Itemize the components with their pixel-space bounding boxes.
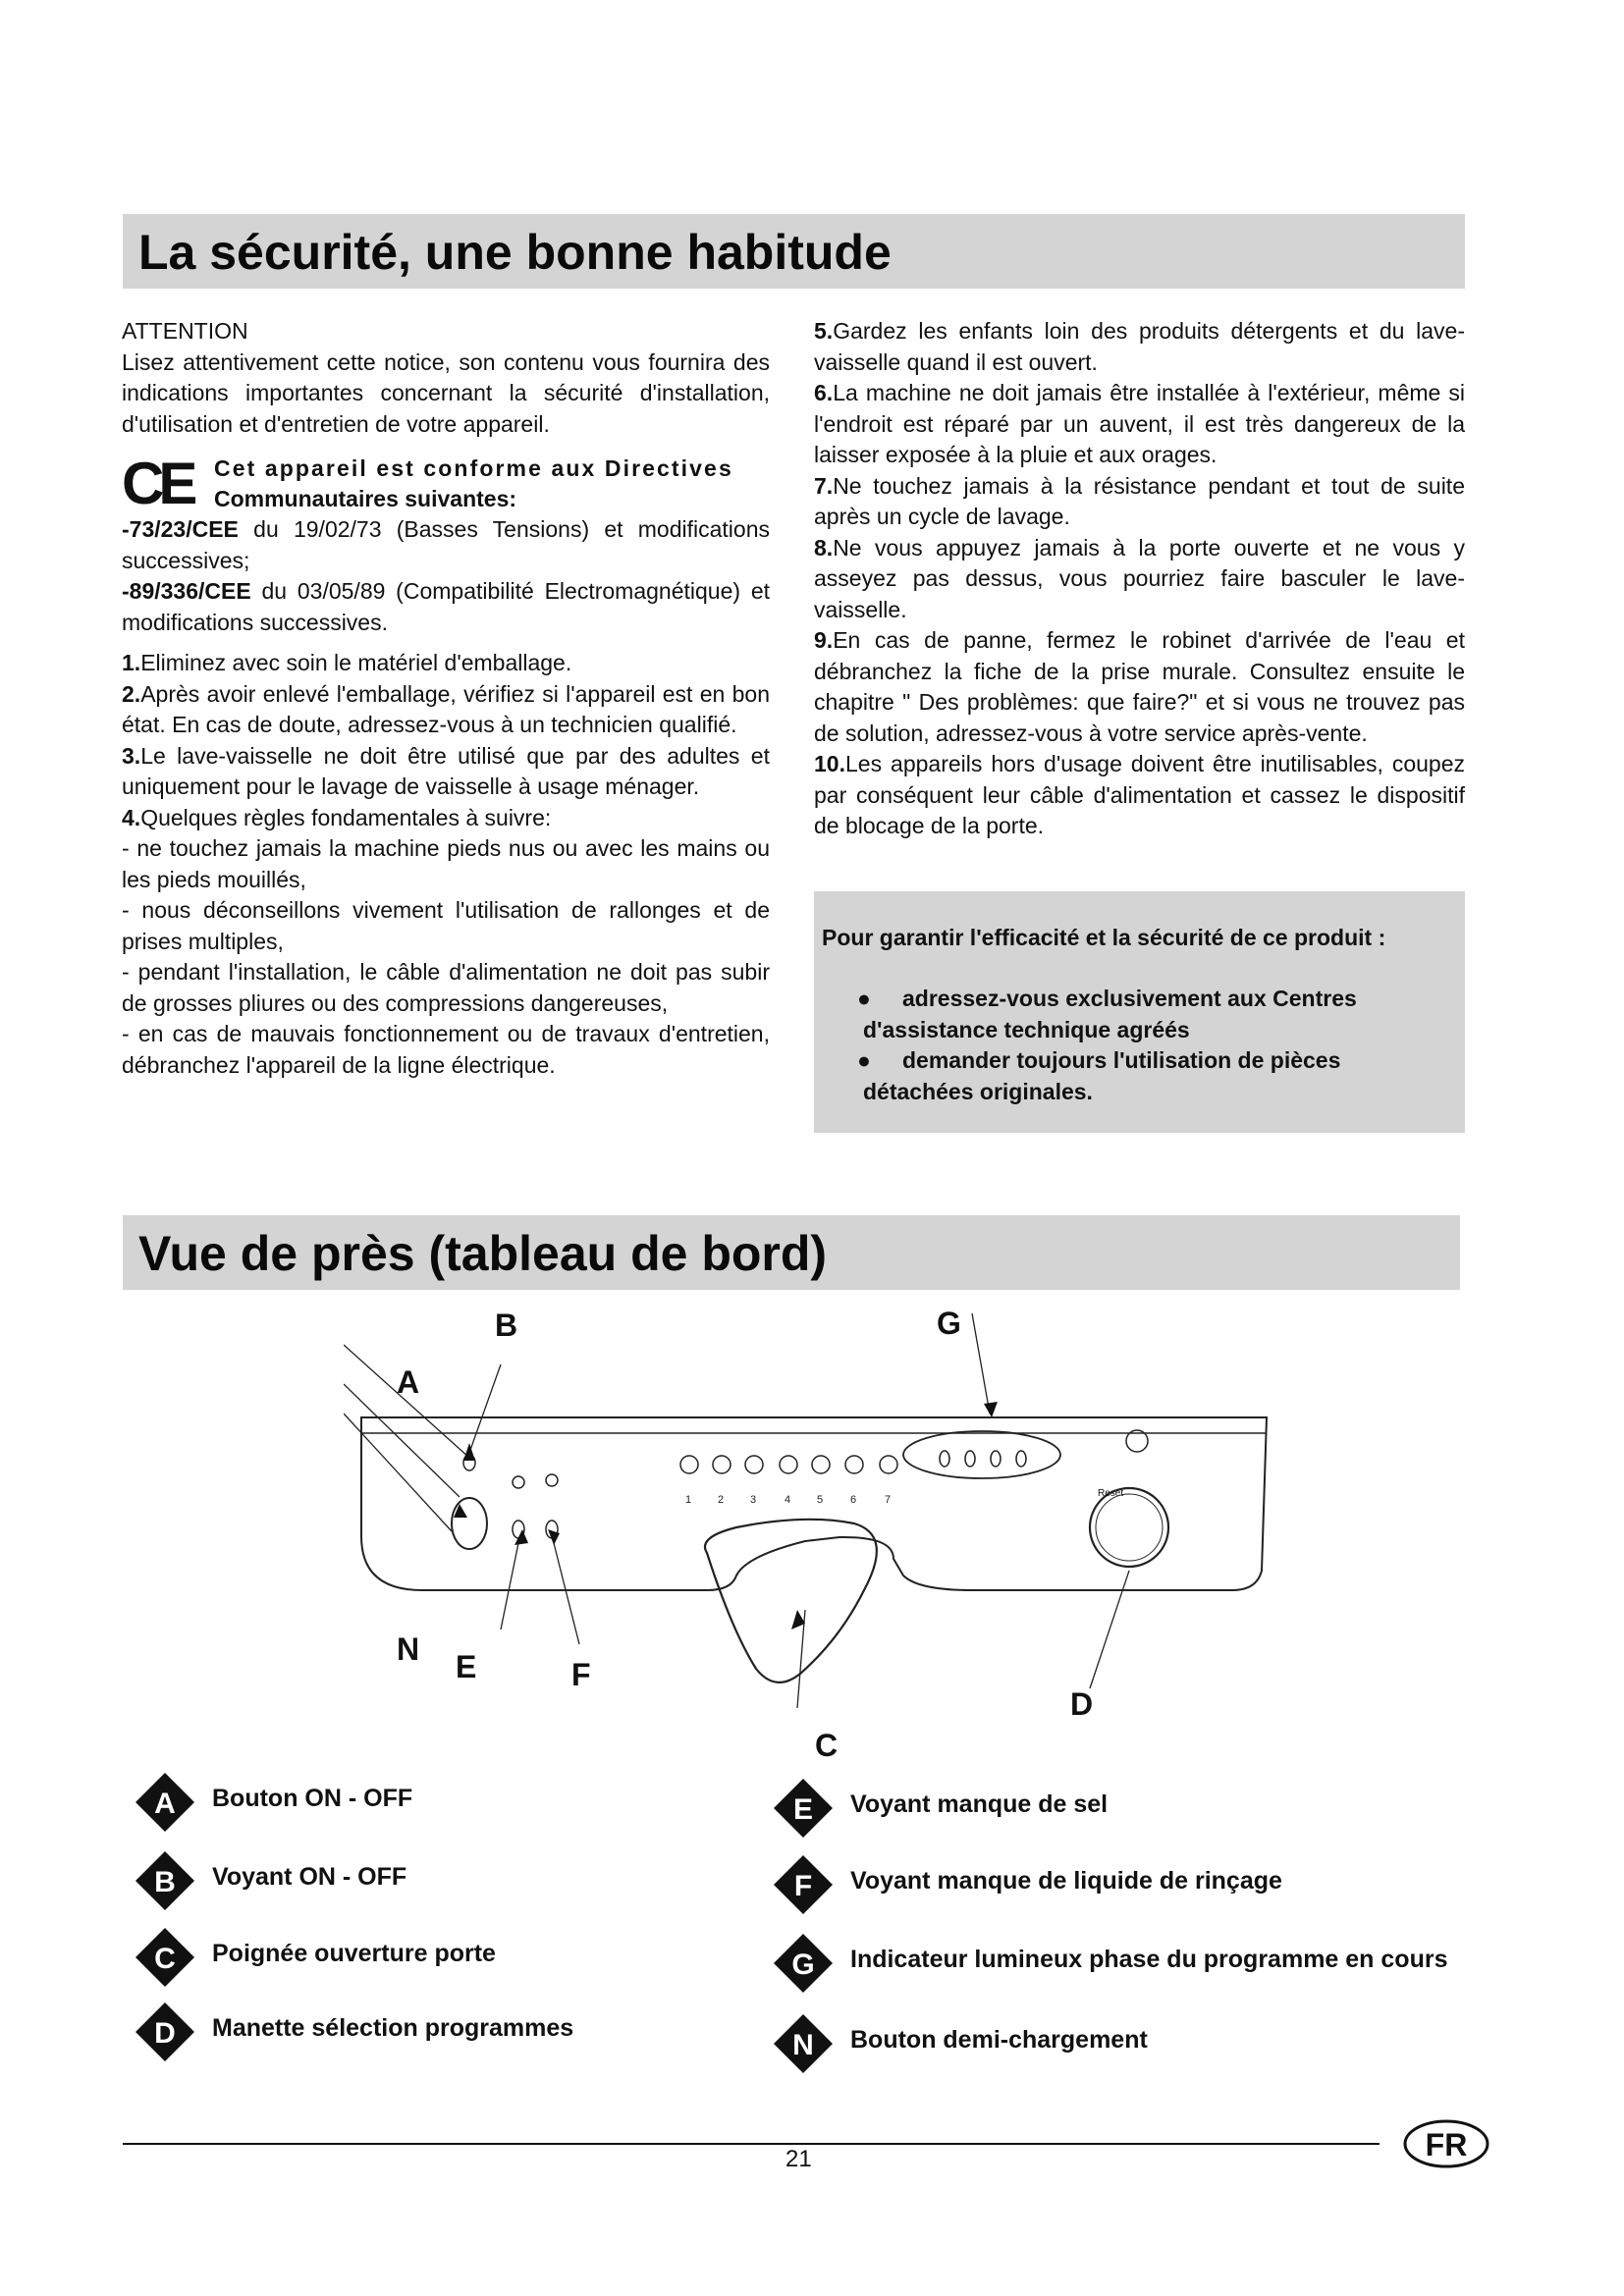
diamond-badge-icon [772, 2012, 835, 2075]
diamond-badge-icon [134, 1771, 196, 1834]
diamond-badge-icon [772, 1853, 835, 1916]
door-handle [705, 1520, 877, 1682]
phase-indicator-panel [903, 1431, 1060, 1478]
program-icons [680, 1456, 897, 1473]
language-badge-icon [1402, 2118, 1490, 2169]
callout-letter-a: A [397, 1364, 420, 1400]
tip-item-2: ● demander toujours l'utilisation de pièces détachées originales. [857, 1047, 1341, 1104]
callout-letter-e: E [456, 1649, 477, 1684]
attention-text: Lisez attentivement cette notice, son contenu vous fournira des indications importantes concernant la sécurité d'installation, d'utilisation et d'entretien de votre appareil. [122, 348, 770, 437]
legend-item-f [772, 1853, 1400, 1916]
legend-label: Voyant ON - OFF [212, 1863, 407, 1891]
rule-7: 7.Ne touchez jamais à la résistance pendant et tout de suite après un cycle de lavage. [814, 472, 1465, 529]
panel-outline [361, 1417, 1267, 1590]
directive-2: -89/336/CEE du 03/05/89 (Compatibilité Electromagnétique) et modifications successives. [122, 578, 770, 635]
directive-1: -73/23/CEE du 19/02/73 (Basses Tensions) et modifications successives; [122, 516, 770, 573]
callout-letter-b: B [495, 1308, 518, 1343]
attention-heading: ATTENTION [122, 318, 248, 344]
legend-item-c [134, 1926, 762, 1989]
callout-letter-f: F [571, 1657, 591, 1692]
rule-8: 8.Ne vous appuyez jamais à la porte ouverte et ne vous y asseyez pas dessus, vous pourriez faire basculer le lave-vaisselle. [814, 534, 1465, 622]
phase-lights [940, 1451, 1026, 1467]
rule-9: 9.En cas de panne, fermez le robinet d'arrivée de l'eau et débranchez la fiche de la prise murale. Consultez ensuite le chapitre " Des problèmes: que faire?" et si vous ne trouvez pas de solution, adressez-vous à votre service après-vente. [814, 627, 1465, 746]
legend-item-g [772, 1932, 1448, 1995]
svg-text:1: 1 [685, 1494, 692, 1506]
svg-text:2: 2 [718, 1494, 725, 1506]
legend-letter: N [792, 2029, 814, 2061]
callout-letter-g: G [937, 1306, 961, 1341]
rule-4-sub-4: - en cas de mauvais fonctionnement ou de travaux d'entretien, débranchez l'appareil de la ligne électrique. [122, 1021, 770, 1078]
legend-label: Manette sélection programmes [212, 2014, 574, 2042]
on-off-button [452, 1498, 487, 1549]
section-banner-control-panel [123, 1215, 1460, 1290]
rule-4-sub-2: - nous déconseillons vivement l'utilisation de rallonges et de prises multiples, [122, 897, 770, 954]
legend-letter: C [154, 1943, 176, 1975]
tip-item-1: ● adressez-vous exclusivement aux Centres d'assistance technique agréés [857, 986, 1357, 1042]
legend-label: Bouton demi-chargement [850, 2026, 1148, 2054]
ce-line-2: Communautaires suivantes: [214, 486, 517, 511]
section-title-safety: La sécurité, une bonne habitude [138, 225, 892, 280]
rinse-aid-icon [546, 1474, 558, 1486]
legend-item-a [134, 1771, 762, 1834]
diamond-badge-icon [134, 1849, 196, 1912]
diamond-badge-icon [772, 1932, 835, 1995]
salt-icon [513, 1476, 524, 1488]
section-banner-safety [123, 214, 1465, 289]
callout-letter-d: D [1070, 1686, 1094, 1722]
legend-label: Indicateur lumineux phase du programme en cours [850, 1946, 1448, 1973]
diamond-badge-icon [134, 2001, 196, 2063]
ce-compliance [122, 451, 770, 516]
arrowheads [454, 1402, 998, 1629]
svg-text:3: 3 [750, 1494, 757, 1506]
safety-right-column [814, 316, 1465, 842]
callout-letter-c: C [815, 1728, 839, 1763]
program-numbers [685, 1494, 891, 1506]
legend-label: Bouton ON - OFF [212, 1785, 413, 1812]
legend-label: Voyant manque de liquide de rinçage [850, 1867, 1282, 1895]
diamond-badge-icon [772, 1777, 835, 1840]
legend-item-n [772, 2012, 1400, 2075]
tip-title: Pour garantir l'efficacité et la sécurité de ce produit : [822, 925, 1386, 950]
bullet-icon: ● [857, 986, 871, 1011]
section-title-control-panel: Vue de près (tableau de bord) [138, 1226, 828, 1281]
rule-2: 2.Après avoir enlevé l'emballage, vérifiez si l'appareil est en bon état. En cas de doute, adressez-vous à un technicien qualifié. [122, 680, 770, 737]
rule-10: 10.Les appareils hors d'usage doivent être inutilisables, coupez par conséquent leur câble d'alimentation et cassez le dispositif de blocage de la porte. [814, 751, 1465, 838]
legend-letter: B [154, 1866, 176, 1898]
legend-letter: D [154, 2017, 176, 2050]
legend-item-d [134, 2001, 762, 2063]
svg-text:5: 5 [817, 1494, 824, 1506]
rule-4-sub-3: - pendant l'installation, le câble d'alimentation ne doit pas subir de grosses pliures ou des compressions dangereuses, [122, 959, 770, 1016]
language-code: FR [1425, 2127, 1468, 2163]
rule-3: 3.Le lave-vaisselle ne doit être utilisé que par des adultes et uniquement pour le lavage de vaisselle à usage ménager. [122, 742, 770, 799]
rule-5: 5.Gardez les enfants loin des produits détergents et du lave-vaisselle quand il est ouvert. [814, 318, 1465, 375]
tip-box [814, 891, 1465, 1133]
ce-mark-logo: CE [122, 451, 192, 516]
legend-letter: F [793, 1870, 813, 1902]
control-panel-diagram [344, 1296, 1335, 1763]
legend-item-b [134, 1849, 762, 1912]
rule-6: 6.La machine ne doit jamais être installée à l'extérieur, même si l'endroit est réparé par un auvent, il est très dangereux de la laisser exposée à la pluie et aux orages. [814, 380, 1465, 467]
bullet-icon: ● [857, 1047, 871, 1073]
dial-label: Reset [1098, 1488, 1124, 1499]
svg-text:4: 4 [785, 1494, 791, 1506]
diamond-badge-icon [134, 1926, 196, 1989]
program-dial [1090, 1488, 1168, 1567]
legend-item-e [772, 1777, 1400, 1840]
svg-text:7: 7 [885, 1494, 892, 1506]
legend-label: Voyant manque de sel [850, 1790, 1109, 1818]
ce-line-1: Cet appareil est conforme aux Directives [214, 455, 733, 481]
rule-1: 1.Eliminez avec soin le matériel d'emballage. [122, 650, 572, 675]
rule-4-sub-1: - ne touchez jamais la machine pieds nus ou avec les mains ou les pieds mouillés, [122, 835, 770, 892]
legend-letter: G [791, 1949, 815, 1981]
rule-4: 4.Quelques règles fondamentales à suivre: [122, 804, 552, 830]
page-number: 21 [785, 2146, 812, 2172]
safety-left-column [122, 316, 770, 1081]
control-panel-drawing [344, 1296, 1335, 1747]
svg-text:6: 6 [850, 1494, 857, 1506]
footer-rule [123, 2143, 1380, 2145]
legend-letter: E [792, 1793, 814, 1826]
legend-label: Poignée ouverture porte [212, 1940, 496, 1967]
callout-letter-n: N [397, 1631, 420, 1667]
legend-letter: A [154, 1788, 176, 1820]
